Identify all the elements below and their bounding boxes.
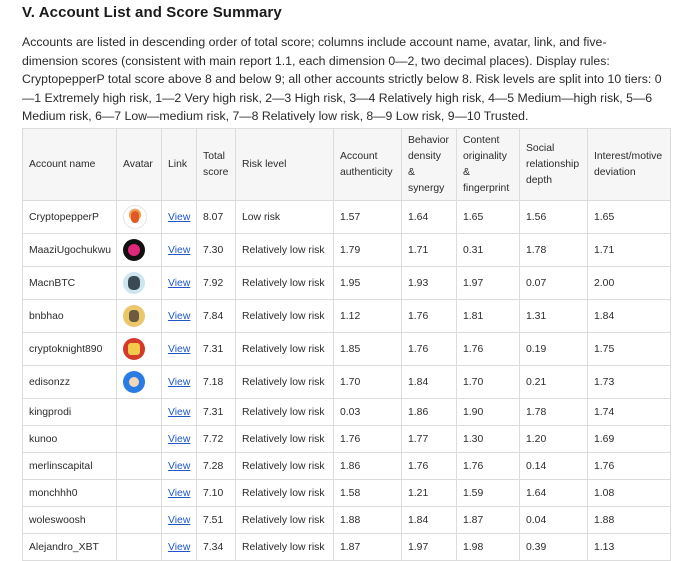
social-cell: 1.64 xyxy=(520,480,588,507)
avatar xyxy=(123,272,145,294)
social-cell: 1.78 xyxy=(520,234,588,267)
header-behavior: Behavior density & synergy xyxy=(402,129,457,201)
score-table xyxy=(22,128,671,561)
content-cell: 1.30 xyxy=(457,426,520,453)
link-cell xyxy=(162,453,197,480)
header-interest: Interest/motive deviation xyxy=(588,129,671,201)
interest-cell: 1.73 xyxy=(588,366,671,399)
social-cell: 1.20 xyxy=(520,426,588,453)
total-cell: 7.31 xyxy=(197,399,236,426)
link-cell xyxy=(162,300,197,333)
avatar-cell xyxy=(117,399,162,426)
table-row xyxy=(23,426,671,453)
content-cell: 1.76 xyxy=(457,333,520,366)
avatar-cell xyxy=(117,480,162,507)
header-risk: Risk level xyxy=(236,129,334,201)
total-cell: 8.07 xyxy=(197,201,236,234)
link-cell xyxy=(162,399,197,426)
view-link[interactable]: View xyxy=(168,433,191,445)
social-cell: 1.31 xyxy=(520,300,588,333)
avatar-cell xyxy=(117,300,162,333)
avatar-cell xyxy=(117,534,162,561)
behavior-cell: 1.84 xyxy=(402,366,457,399)
total-cell: 7.34 xyxy=(197,534,236,561)
total-cell: 7.72 xyxy=(197,426,236,453)
account-cell: monchhh0 xyxy=(23,480,117,507)
total-cell: 7.31 xyxy=(197,333,236,366)
interest-cell: 1.71 xyxy=(588,234,671,267)
avatar-cell xyxy=(117,426,162,453)
interest-cell: 1.65 xyxy=(588,201,671,234)
total-cell: 7.30 xyxy=(197,234,236,267)
behavior-cell: 1.76 xyxy=(402,300,457,333)
view-link[interactable]: View xyxy=(168,514,191,526)
view-link[interactable]: View xyxy=(168,277,191,289)
social-cell: 0.14 xyxy=(520,453,588,480)
behavior-cell: 1.76 xyxy=(402,333,457,366)
social-cell: 0.39 xyxy=(520,534,588,561)
authenticity-cell: 1.76 xyxy=(334,426,402,453)
behavior-cell: 1.71 xyxy=(402,234,457,267)
link-cell xyxy=(162,534,197,561)
risk-cell: Low risk xyxy=(236,201,334,234)
interest-cell: 1.88 xyxy=(588,507,671,534)
account-cell: kunoo xyxy=(23,426,117,453)
behavior-cell: 1.93 xyxy=(402,267,457,300)
social-cell: 1.56 xyxy=(520,201,588,234)
risk-cell: Relatively low risk xyxy=(236,399,334,426)
risk-cell: Relatively low risk xyxy=(236,333,334,366)
content-cell: 1.70 xyxy=(457,366,520,399)
header-avatar: Avatar xyxy=(117,129,162,201)
content-cell: 1.90 xyxy=(457,399,520,426)
link-cell xyxy=(162,234,197,267)
link-cell xyxy=(162,366,197,399)
authenticity-cell: 1.88 xyxy=(334,507,402,534)
risk-cell: Relatively low risk xyxy=(236,426,334,453)
content-cell: 1.65 xyxy=(457,201,520,234)
authenticity-cell: 0.03 xyxy=(334,399,402,426)
interest-cell: 1.69 xyxy=(588,426,671,453)
behavior-cell: 1.64 xyxy=(402,201,457,234)
authenticity-cell: 1.85 xyxy=(334,333,402,366)
interest-cell: 1.76 xyxy=(588,453,671,480)
view-link[interactable]: View xyxy=(168,406,191,418)
table-row xyxy=(23,534,671,561)
avatar-cell xyxy=(117,267,162,300)
link-cell xyxy=(162,267,197,300)
behavior-cell: 1.21 xyxy=(402,480,457,507)
behavior-cell: 1.76 xyxy=(402,453,457,480)
table-row xyxy=(23,453,671,480)
table-row xyxy=(23,507,671,534)
risk-cell: Relatively low risk xyxy=(236,267,334,300)
table-row xyxy=(23,234,671,267)
avatar-cell xyxy=(117,366,162,399)
header-account: Account name xyxy=(23,129,117,201)
total-cell: 7.10 xyxy=(197,480,236,507)
risk-cell: Relatively low risk xyxy=(236,480,334,507)
avatar-cell xyxy=(117,507,162,534)
content-cell: 1.97 xyxy=(457,267,520,300)
content-cell: 1.81 xyxy=(457,300,520,333)
table-row xyxy=(23,300,671,333)
account-cell: CryptopepperP xyxy=(23,201,117,234)
account-cell: woleswoosh xyxy=(23,507,117,534)
total-cell: 7.92 xyxy=(197,267,236,300)
view-link[interactable]: View xyxy=(168,487,191,499)
avatar-cell xyxy=(117,453,162,480)
table-row xyxy=(23,267,671,300)
header-total: Total score xyxy=(197,129,236,201)
authenticity-cell: 1.79 xyxy=(334,234,402,267)
account-cell: Alejandro_XBT xyxy=(23,534,117,561)
table-row xyxy=(23,399,671,426)
header-link: Link xyxy=(162,129,197,201)
intro-paragraph: Accounts are listed in descending order of total score; columns include account name, avatar, link, and five-dimension scores (consistent with main report 1.1, each dimension 0—2, two decimal places). Display rules: CryptopepperP total score above 8 and below 9; all other accounts strictly below 8. Risk levels are split into 10 tiers: 0—1 Extremely high risk, 1—2 Very high risk, 2—3 High risk, 3—4 Relatively high risk, 4—5 Medium—high risk, 5—6 Medium risk, 6—7 Low—medium risk, 7—8 Relatively low risk, 8—9 Low risk, 9—10 Trusted. xyxy=(22,35,662,124)
total-cell: 7.51 xyxy=(197,507,236,534)
section-title: V. Account List and Score Summary xyxy=(22,4,282,21)
social-cell: 0.21 xyxy=(520,366,588,399)
total-cell: 7.84 xyxy=(197,300,236,333)
view-link[interactable]: View xyxy=(168,244,191,256)
table-header-row xyxy=(23,129,671,201)
behavior-cell: 1.77 xyxy=(402,426,457,453)
interest-cell: 1.74 xyxy=(588,399,671,426)
avatar-cell xyxy=(117,201,162,234)
interest-cell: 1.08 xyxy=(588,480,671,507)
behavior-cell: 1.84 xyxy=(402,507,457,534)
link-cell xyxy=(162,480,197,507)
account-cell: merlinscapital xyxy=(23,453,117,480)
link-cell xyxy=(162,507,197,534)
risk-cell: Relatively low risk xyxy=(236,234,334,267)
risk-cell: Relatively low risk xyxy=(236,366,334,399)
view-link[interactable]: View xyxy=(168,460,191,472)
social-cell: 0.07 xyxy=(520,267,588,300)
table-row xyxy=(23,201,671,234)
behavior-cell: 1.86 xyxy=(402,399,457,426)
authenticity-cell: 1.57 xyxy=(334,201,402,234)
interest-cell: 1.13 xyxy=(588,534,671,561)
content-cell: 1.76 xyxy=(457,453,520,480)
avatar-cell xyxy=(117,234,162,267)
table-row xyxy=(23,333,671,366)
content-cell: 1.59 xyxy=(457,480,520,507)
content-cell: 1.98 xyxy=(457,534,520,561)
authenticity-cell: 1.12 xyxy=(334,300,402,333)
header-authenticity: Account authenticity xyxy=(334,129,402,201)
risk-cell: Relatively low risk xyxy=(236,300,334,333)
link-cell xyxy=(162,333,197,366)
table-body xyxy=(23,201,671,561)
avatar-cell xyxy=(117,333,162,366)
table-row xyxy=(23,480,671,507)
interest-cell: 1.75 xyxy=(588,333,671,366)
avatar xyxy=(123,338,145,360)
account-cell: edisonzz xyxy=(23,366,117,399)
authenticity-cell: 1.86 xyxy=(334,453,402,480)
avatar xyxy=(123,305,145,327)
account-cell: cryptoknight890 xyxy=(23,333,117,366)
interest-cell: 1.84 xyxy=(588,300,671,333)
authenticity-cell: 1.95 xyxy=(334,267,402,300)
authenticity-cell: 1.58 xyxy=(334,480,402,507)
total-cell: 7.18 xyxy=(197,366,236,399)
avatar xyxy=(123,371,145,393)
header-social: Social relationship depth xyxy=(520,129,588,201)
authenticity-cell: 1.70 xyxy=(334,366,402,399)
social-cell: 1.78 xyxy=(520,399,588,426)
header-content: Content originality & fingerprint xyxy=(457,129,520,201)
social-cell: 0.19 xyxy=(520,333,588,366)
view-link[interactable]: View xyxy=(168,376,191,388)
avatar xyxy=(123,205,147,229)
content-cell: 0.31 xyxy=(457,234,520,267)
behavior-cell: 1.97 xyxy=(402,534,457,561)
account-cell: MacnBTC xyxy=(23,267,117,300)
view-link[interactable]: View xyxy=(168,310,191,322)
account-cell: bnbhao xyxy=(23,300,117,333)
view-link[interactable]: View xyxy=(168,343,191,355)
social-cell: 0.04 xyxy=(520,507,588,534)
link-cell xyxy=(162,426,197,453)
account-cell: kingprodi xyxy=(23,399,117,426)
link-cell xyxy=(162,201,197,234)
content-cell: 1.87 xyxy=(457,507,520,534)
view-link[interactable]: View xyxy=(168,211,191,223)
table-row xyxy=(23,366,671,399)
total-cell: 7.28 xyxy=(197,453,236,480)
risk-cell: Relatively low risk xyxy=(236,507,334,534)
risk-cell: Relatively low risk xyxy=(236,534,334,561)
interest-cell: 2.00 xyxy=(588,267,671,300)
authenticity-cell: 1.87 xyxy=(334,534,402,561)
view-link[interactable]: View xyxy=(168,541,191,553)
avatar xyxy=(123,239,145,261)
account-cell: MaaziUgochukwu xyxy=(23,234,117,267)
risk-cell: Relatively low risk xyxy=(236,453,334,480)
